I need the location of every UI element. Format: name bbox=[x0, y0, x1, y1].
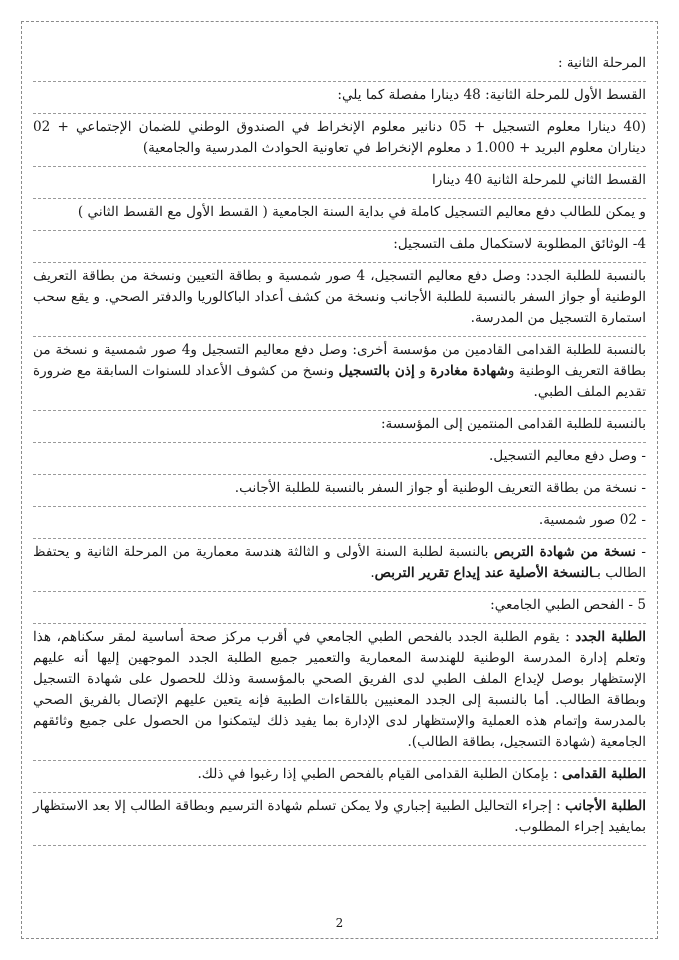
list-item-photos: - 02 صور شمسية. bbox=[33, 507, 646, 539]
bold-label-returning-students: الطلبة القدامى bbox=[561, 766, 646, 782]
new-students-documents: بالنسبة للطلبة الجدد: وصل دفع معاليم التسجيل، 4 صور شمسية و بطاقة التعيين ونسخة من بطاقة التعريف الوطنية أو جواز السفر بالنسبة للطلبة الأجانب ونسخة من كشف أعداد الباكالوريا والدفتر الصحي. و يقع سحب استمارة التسجيل من المدرسة. bbox=[33, 263, 646, 337]
foreign-students-medical bbox=[33, 793, 646, 846]
page-content bbox=[33, 50, 646, 846]
text-run: : بإمكان الطلبة القدامى القيام بالفحص الطبي إذا رغبوا في ذلك. bbox=[197, 766, 562, 782]
bold-text-original-copy: النسخة الأصلية عند إيداع تقرير التربص bbox=[374, 565, 594, 581]
text-run: ونسخ من كشوف الأعداد للسنوات السابقة مع ضرورة تقديم الملف الطبي. bbox=[33, 363, 646, 400]
second-installment-line: القسط الثاني للمرحلة الثانية 40 دينارا bbox=[33, 167, 646, 199]
returning-students-medical bbox=[33, 761, 646, 793]
page-number: 2 bbox=[335, 916, 344, 930]
medical-exam-heading: 5 - الفحص الطبي الجامعي: bbox=[33, 592, 646, 624]
returning-students-heading: بالنسبة للطلبة القدامى المنتمين إلى المؤسسة: bbox=[33, 411, 646, 443]
new-students-medical bbox=[33, 624, 646, 761]
first-installment-breakdown: (40 دينارا معلوم التسجيل + 05 دنانير معلوم الإنخراط في الصندوق الوطني للضمان الإجتماعي + 02 ديناران معلوم البريد + 1.000 د معلوم الإنخراط في تعاونية الحوادث المدرسية والجامعية) bbox=[33, 114, 646, 167]
transfer-students-documents bbox=[33, 337, 646, 411]
bold-text-leaving-certificate: شهادة مغادرة bbox=[430, 363, 508, 379]
text-run: : يقوم الطلبة الجدد بالفحص الطبي الجامعي في أقرب مركز صحة أساسية لمقر سكناهم، هذا وتعلم إدارة المدرسة الوطنية للهندسة المعمارية والتعمير جميع الطلبة الجدد الموجهين إليها أنه عليهم الإستظهار بوصل لإيداع الملف الطبي لدى الفريق الصحي بالمؤسسة وذلك للحصول على شهادة التسجيل وبطاقة الطالب. أما بالنسبة إلى الجدد المعنيين باللقاءات الطبية فإنه يتعين عليهم الإتصال بالفريق الصحي بالمدرسة وإتمام هذه العملية والإستظهار لدى الإدارة بما يفيد ذلك ليتمكنوا من الحصول على جميع وثائقهم الجامعية (شهادة التسجيل، بطاقة الطالب). bbox=[33, 629, 646, 750]
bold-label-new-students: الطلبة الجدد bbox=[575, 629, 646, 645]
text-run: : إجراء التحاليل الطبية إجباري ولا يمكن تسلم شهادة الترسيم وبطاقة الطالب إلا بعد الاستظهار بمايفيد إجراء المطلوب. bbox=[33, 798, 646, 835]
text-run: بالنسبة لطلبة السنة الأولى و الثالثة هندسة معمارية من المرحلة الثانية و يحتفظ الطالب بـ bbox=[33, 544, 646, 581]
list-item-id-copy: - نسخة من بطاقة التعريف الوطنية أو جواز السفر بالنسبة للطلبة الأجانب. bbox=[33, 475, 646, 507]
required-documents-heading: 4- الوثائق المطلوبة لاستكمال ملف التسجيل: bbox=[33, 231, 646, 263]
text-run: - bbox=[635, 544, 646, 560]
first-installment-line: القسط الأول للمرحلة الثانية: 48 دينارا مفصلة كما يلي: bbox=[33, 82, 646, 114]
section-heading-stage-two: المرحلة الثانية : bbox=[33, 50, 646, 82]
bold-text-registration-permit: إذن بالتسجيل bbox=[338, 363, 415, 379]
text-run: بالنسبة للطلبة القدامى القادمين من مؤسسة أخرى: وصل دفع معاليم التسجيل و4 صور شمسية و نسخة من بطاقة التعريف الوطنية و bbox=[33, 342, 646, 379]
list-item-internship-certificate bbox=[33, 539, 646, 592]
full-payment-note: و يمكن للطالب دفع معاليم التسجيل كاملة في بداية السنة الجامعية ( القسط الأول مع القسط الثاني ) bbox=[33, 199, 646, 231]
bold-label-foreign-students: الطلبة الأجانب bbox=[565, 798, 646, 814]
text-run: . bbox=[370, 565, 375, 581]
list-item-payment-receipt: - وصل دفع معاليم التسجيل. bbox=[33, 443, 646, 475]
text-run: و bbox=[414, 363, 431, 379]
bold-text-internship-certificate: نسخة من شهادة التربص bbox=[493, 544, 636, 560]
